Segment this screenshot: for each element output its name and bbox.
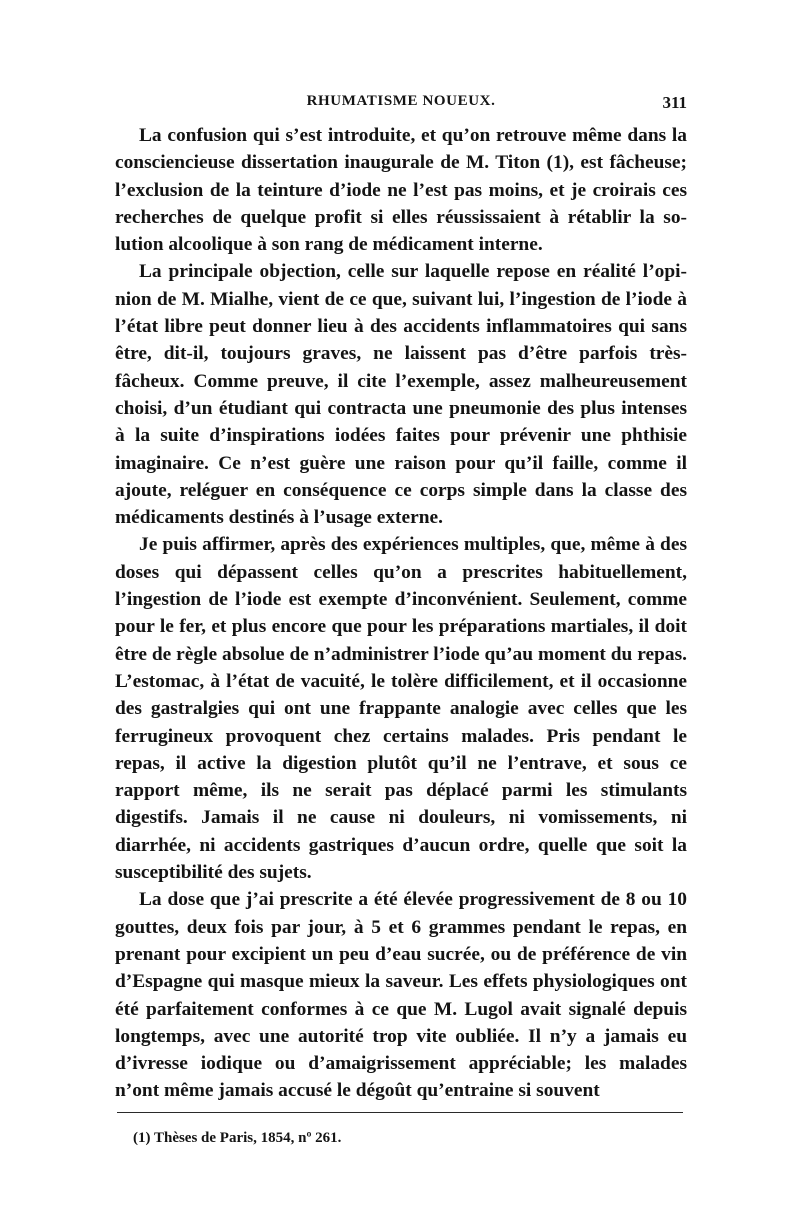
body-text xyxy=(115,122,687,1105)
footnote-divider xyxy=(117,1112,683,1113)
running-title: RHUMATISME NOUEUX. xyxy=(306,93,496,109)
running-head xyxy=(115,93,687,117)
footnote: (1) Thèses de Paris, 1854, nº 261. xyxy=(133,1130,342,1146)
paragraph-2: La principale objection, celle sur laquelle repose en réalité l’opinion de M. Mialhe, vient de ce que, suivant lui, l’ingestion de l’iode à l’état libre peut donner lieu à des accidents inflammatoires qui sans être, dit-il, toujours graves, ne laissent pas d’être parfois très-fâcheux. Comme preuve, il cite l’exemple, assez malheureusement choisi, d’un étudiant qui contracta une pneumonie des plus intenses à la suite d’inspirations iodées faites pour prévenir une phthisie imaginaire. Ce n’est guère une raison pour qu’il faille, comme il ajoute, reléguer en conséquence ce corps simple dans la classe des médicaments destinés à l’usage externe. xyxy=(115,261,687,529)
page-number: 311 xyxy=(662,93,687,112)
paragraph-3: Je puis affirmer, après des expériences multiples, que, même à des doses qui dépassent celles qu’on a prescrites habituellement, l’ingestion de l’iode est exempte d’inconvénient. Seulement, comme pour le fer, et plus encore que pour les préparations martiales, il doit être de règle absolue de n’administrer l’iode qu’au moment du repas. L’estomac, à l’état de vacuité, le tolère difficilement, et il occasionne des gastralgies qui ont une frappante analogie avec celles que les ferrugineux provoquent chez certains malades. Pris pendant le repas, il active la digestion plutôt qu’il ne l’entrave, et sous ce rapport même, ils ne serait pas déplacé parmi les stimulants digestifs. Jamais il ne cause ni douleurs, ni vomissements, ni diarrhée, ni accidents gastriques d’aucun ordre, quelle que soit la susceptibilité des sujets. xyxy=(115,534,687,884)
paragraph-1: La confusion qui s’est introduite, et qu’on retrouve même dans la consciencieuse dissertation inaugurale de M. Titon (1), est fâcheuse; l’exclusion de la teinture d’iode ne l’est pas moins, et je croirais ces recherches de quelque profit si elles réussissaient à rétablir la solution alcoolique à son rang de médicament interne. xyxy=(115,125,687,256)
paragraph-4: La dose que j’ai prescrite a été élevée progressivement de 8 ou 10 gouttes, deux fois par jour, à 5 et 6 grammes pendant le repas, en prenant pour excipient un peu d’eau sucrée, ou de préférence de vin d’Espagne qui masque mieux la saveur. Les effets physiologiques ont été parfaitement conformes à ce que M. Lugol avait signalé depuis longtemps, avec une autorité trop vite oubliée. Il n’y a jamais eu d’ivresse iodique ou d’amaigrissement appréciable; les malades n’ont même jamais accusé le dégoût qu’entraine si souvent xyxy=(115,889,687,1102)
